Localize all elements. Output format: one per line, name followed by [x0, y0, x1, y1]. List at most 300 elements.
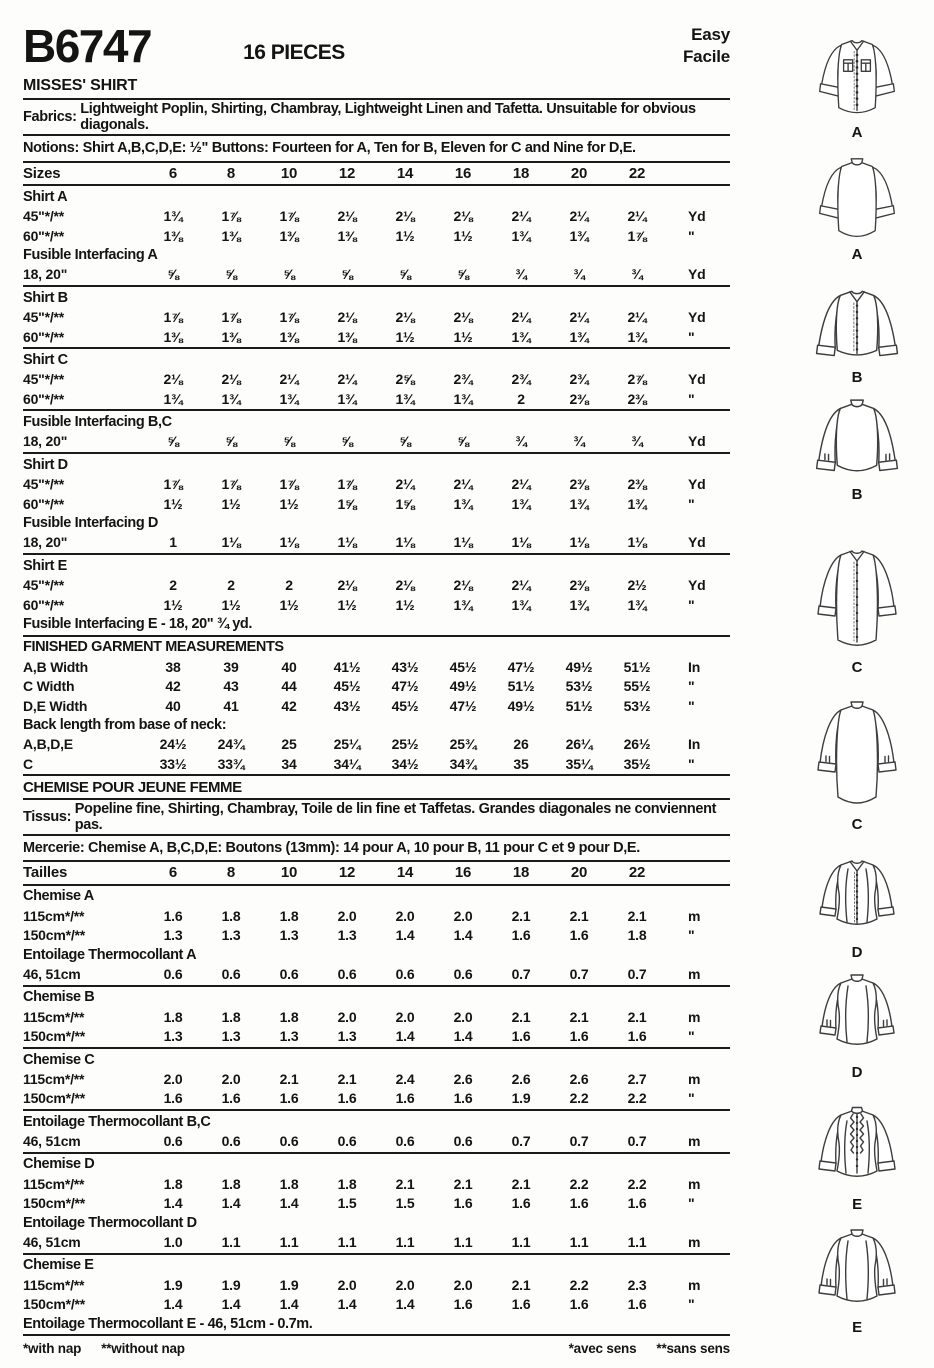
difficulty-en: Easy [691, 25, 730, 44]
row-value: 1.5 [395, 1195, 415, 1212]
table-row [23, 494, 730, 513]
row-value: 1.6 [453, 1296, 473, 1313]
row-value: 2.0 [337, 907, 357, 924]
row-value: ⅝ [341, 433, 353, 450]
row-value: 1¾ [163, 208, 183, 225]
table-row [23, 925, 730, 944]
row-value: 22 [628, 864, 646, 882]
row-value: 1.4 [453, 1028, 473, 1045]
figure-shirt-a-front [784, 33, 930, 141]
row-value: 1.8 [163, 1008, 183, 1025]
row-value: 1⅞ [221, 309, 241, 326]
row-value: 34¼ [333, 755, 361, 772]
row-value: 0.7 [627, 1133, 647, 1150]
row-value: 20 [570, 864, 588, 882]
row-value: 16 [454, 864, 472, 882]
row-unit: " [688, 755, 695, 772]
row-unit: Yd [688, 433, 706, 450]
row-unit: Yd [688, 309, 706, 326]
row-value: 1⅞ [221, 476, 241, 493]
table-row [23, 676, 730, 695]
row-value: 1.1 [395, 1234, 415, 1251]
row-label: 150cm*/** [23, 927, 86, 944]
table-note: Entoilage Thermocollant E - 46, 51cm - 0.7m. [23, 1315, 313, 1332]
row-value: 0.7 [569, 1133, 589, 1150]
row-value: 1⅞ [279, 208, 299, 225]
shirt-d-front-drawing [807, 853, 907, 943]
row-label: 150cm*/** [23, 1296, 86, 1313]
row-value: 0.6 [337, 1133, 357, 1150]
row-value: 18 [512, 864, 530, 882]
section-divider [23, 985, 730, 987]
row-value: 1½ [337, 596, 357, 613]
row-value: 1.4 [163, 1296, 183, 1313]
table-row [23, 1131, 730, 1150]
row-value: 2.2 [569, 1090, 589, 1107]
row-label: 115cm*/** [23, 1175, 85, 1192]
row-value: 1.6 [569, 1296, 589, 1313]
info-line [23, 837, 730, 860]
table-row [23, 265, 730, 284]
row-value: 44 [281, 678, 297, 695]
section-divider [23, 452, 730, 454]
figure-label: E [852, 1196, 862, 1213]
row-label: 150cm*/** [23, 1028, 86, 1045]
row-value: 1½ [453, 227, 473, 244]
row-label: D,E Width [23, 697, 88, 714]
row-label: 150cm*/** [23, 1195, 86, 1212]
row-value: 1½ [395, 227, 415, 244]
row-value: 51½ [623, 658, 651, 675]
row-value: 16 [454, 164, 472, 182]
pieces-count: 16 PIECES [243, 41, 345, 65]
table-row [23, 1089, 730, 1108]
shirt-e-front-drawing [807, 1103, 907, 1195]
row-value: 40 [281, 658, 297, 675]
row-value: 6 [168, 164, 178, 182]
row-value: 1.8 [627, 927, 647, 944]
row-value: 2½ [627, 577, 647, 594]
figure-shirt-b-back [784, 396, 930, 503]
row-value: ⅝ [457, 433, 469, 450]
table-row [23, 964, 730, 983]
row-value: 1.6 [569, 927, 589, 944]
row-unit: In [688, 736, 701, 753]
row-value: 55½ [623, 678, 651, 695]
section-heading: Entoilage Thermocollant B,C [23, 1113, 211, 1130]
table-row [23, 1007, 730, 1026]
section-heading: Chemise D [23, 1156, 95, 1173]
table-note: Back length from base of neck: [23, 716, 227, 733]
row-value: 1⅛ [279, 534, 299, 551]
difficulty-rating [683, 24, 730, 68]
row-label: 46, 51cm [23, 965, 81, 982]
row-value: 2¾ [511, 371, 531, 388]
row-value: 2.1 [627, 907, 647, 924]
row-value: 0.6 [279, 965, 299, 982]
row-value: 1.9 [221, 1276, 241, 1293]
section-divider [23, 285, 730, 287]
row-value: 1¾ [511, 227, 531, 244]
row-value: 1.1 [627, 1234, 647, 1251]
figure-label: E [852, 1319, 862, 1336]
row-value: 20 [570, 164, 588, 182]
difficulty-fr: Facile [683, 47, 730, 67]
row-value: 1¾ [569, 328, 589, 345]
row-unit: m [688, 1008, 701, 1025]
row-value: 12 [338, 864, 356, 882]
figure-label: C [851, 659, 863, 676]
info-text: Shirt A,B,C,D,E: ½" Buttons: Fourteen for A, Ten for B, Eleven for C and Nine for D,E. [82, 140, 636, 157]
table-row [23, 533, 730, 552]
row-value: 26 [513, 736, 529, 753]
row-value: 1 [169, 534, 177, 551]
row-value: 2¼ [627, 309, 647, 326]
row-value: 1⅞ [627, 227, 647, 244]
row-value: 2.0 [337, 1008, 357, 1025]
row-value: 1.8 [163, 1175, 183, 1192]
row-value: 2⅜ [627, 476, 647, 493]
row-value: 26¼ [565, 736, 593, 753]
row-value: ¾ [573, 266, 585, 283]
row-value: 1⅜ [163, 328, 183, 345]
row-value: 1.0 [163, 1234, 183, 1251]
row-value: 38 [165, 658, 181, 675]
row-value: 1.9 [511, 1090, 531, 1107]
row-value: 1.8 [279, 1175, 299, 1192]
section-heading: Chemise B [23, 989, 95, 1006]
row-value: ¾ [631, 266, 643, 283]
row-value: 0.6 [221, 965, 241, 982]
header-row [23, 14, 730, 72]
row-value: 2⅛ [337, 577, 357, 594]
row-value: 1¾ [569, 495, 589, 512]
section-divider [23, 774, 730, 776]
section-divider [23, 1253, 730, 1255]
info-line [23, 101, 730, 133]
row-unit: " [688, 678, 695, 695]
row-value: 2¼ [337, 371, 357, 388]
table-row [23, 595, 730, 614]
figure-label: C [851, 816, 863, 833]
footnote-fr [569, 1341, 730, 1356]
figure-shirt-d-front [784, 853, 930, 961]
section-divider [23, 635, 730, 637]
shirt-c-back-drawing [807, 698, 907, 815]
row-value: 49½ [507, 697, 535, 714]
row-value: ⅝ [167, 433, 179, 450]
row-value: 2.0 [337, 1276, 357, 1293]
row-value: 2.1 [279, 1070, 299, 1087]
row-value: 14 [396, 164, 414, 182]
row-value: 1.6 [511, 1296, 531, 1313]
row-value: 2⅛ [453, 208, 473, 225]
table-row [23, 1194, 730, 1213]
section-divider [23, 409, 730, 411]
row-value: 33¾ [217, 755, 245, 772]
row-value: 1.3 [163, 1028, 183, 1045]
pattern-number: B6747 [23, 19, 152, 72]
english-yardage-table [23, 98, 730, 776]
table-row [23, 906, 730, 925]
row-value: 1.6 [337, 1090, 357, 1107]
shirt-b-back-drawing [805, 396, 909, 485]
row-value: 2 [227, 577, 235, 594]
row-value: 2.6 [453, 1070, 473, 1087]
row-unit: m [688, 965, 701, 982]
row-value: 1.6 [279, 1090, 299, 1107]
footnote-without-nap: **without nap [101, 1341, 185, 1357]
row-unit: m [688, 907, 701, 924]
row-value: 2.1 [511, 1008, 531, 1025]
row-value: 1.1 [221, 1234, 241, 1251]
row-label: 45"*/** [23, 577, 65, 594]
row-value: 24½ [159, 736, 187, 753]
row-unit: m [688, 1133, 701, 1150]
row-value: 1.6 [511, 1028, 531, 1045]
footnote-sans-sens: **sans sens [656, 1341, 730, 1357]
row-value: 53½ [565, 678, 593, 695]
row-value: 1¾ [163, 390, 183, 407]
table-row [23, 370, 730, 389]
figure-shirt-e-front [784, 1103, 930, 1213]
row-value: 18 [512, 164, 530, 182]
row-value: 1⅜ [337, 328, 357, 345]
row-value: 1.5 [337, 1195, 357, 1212]
table-row [23, 696, 730, 715]
row-unit: m [688, 1276, 701, 1293]
section-divider [23, 884, 730, 886]
row-value: 0.7 [569, 965, 589, 982]
row-value: 2⅛ [163, 371, 183, 388]
row-value: 39 [223, 658, 239, 675]
row-value: 1.4 [395, 1296, 415, 1313]
row-label: 115cm*/** [23, 907, 85, 924]
row-value: 34½ [391, 755, 419, 772]
info-text: Popeline fine, Shirting, Chambray, Toile de lin fine et Taffetas. Grandes diagonales ne conviennent pas. [74, 800, 717, 833]
row-value: 1¾ [221, 390, 241, 407]
footnote-with-nap: *with nap [23, 1341, 82, 1357]
row-value: 1.6 [627, 1296, 647, 1313]
row-value: 1.1 [453, 1234, 473, 1251]
row-value: 2⅛ [395, 577, 415, 594]
row-value: 2.0 [453, 907, 473, 924]
shirt-c-front-drawing [807, 543, 907, 658]
row-label: 150cm*/** [23, 1090, 86, 1107]
row-value: 0.6 [395, 1133, 415, 1150]
table-row [23, 1295, 730, 1314]
row-value: 1¾ [453, 596, 473, 613]
row-value: 2¼ [511, 309, 531, 326]
figure-shirt-a-back [784, 155, 930, 263]
row-value: 2.2 [569, 1276, 589, 1293]
row-value: 35½ [623, 755, 651, 772]
row-unit: Yd [688, 534, 706, 551]
row-value: 2.1 [511, 1276, 531, 1293]
row-unit: m [688, 1070, 701, 1087]
row-value: 53½ [623, 697, 651, 714]
row-value: 1.1 [511, 1234, 531, 1251]
row-value: 45½ [333, 678, 361, 695]
row-value: 2.2 [627, 1175, 647, 1192]
row-unit: m [688, 1234, 701, 1251]
row-value: 41½ [333, 658, 361, 675]
row-value: 1⅞ [279, 309, 299, 326]
row-value: 2.1 [627, 1008, 647, 1025]
row-unit: m [688, 1175, 701, 1192]
row-value: 2¾ [453, 371, 473, 388]
info-line [23, 137, 730, 160]
garment-title: MISSES' SHIRT [23, 77, 138, 95]
row-value: 2.0 [221, 1070, 241, 1087]
table-row [23, 327, 730, 346]
row-label: 45"*/** [23, 208, 65, 225]
row-unit: Yd [688, 476, 706, 493]
row-value: 1¾ [627, 328, 647, 345]
table-row [23, 863, 730, 882]
row-label: 60"*/** [23, 390, 65, 407]
section-divider [23, 347, 730, 349]
info-label: Notions: [23, 140, 83, 157]
row-unit: " [688, 328, 695, 345]
row-value: 0.7 [627, 965, 647, 982]
row-unit: " [688, 495, 695, 512]
row-value: 1.4 [453, 927, 473, 944]
row-value: 1⅜ [279, 227, 299, 244]
row-value: ⅝ [225, 266, 237, 283]
table-row [23, 432, 730, 451]
row-value: 2.2 [627, 1090, 647, 1107]
row-value: 1.6 [569, 1028, 589, 1045]
row-value: 1¾ [279, 390, 299, 407]
row-value: 2¼ [511, 476, 531, 493]
row-value: 2⅛ [221, 371, 241, 388]
row-label: 60"*/** [23, 495, 65, 512]
table-row [23, 1026, 730, 1045]
footnote-row [23, 1341, 730, 1356]
row-value: 2.0 [395, 1008, 415, 1025]
row-value: 1.6 [511, 927, 531, 944]
section-divider [23, 798, 730, 800]
row-value: ⅝ [283, 266, 295, 283]
row-value: 1¾ [511, 328, 531, 345]
row-unit: " [688, 596, 695, 613]
section-divider [23, 553, 730, 555]
section-divider [23, 860, 730, 862]
row-value: 25¾ [449, 736, 477, 753]
row-value: 1.6 [395, 1090, 415, 1107]
row-value: 0.6 [163, 965, 183, 982]
row-value: 25¼ [333, 736, 361, 753]
row-value: 1.6 [511, 1195, 531, 1212]
table-row [23, 735, 730, 754]
section-heading: Shirt D [23, 456, 68, 473]
row-value: 1.8 [221, 1175, 241, 1192]
row-value: 0.6 [279, 1133, 299, 1150]
row-value: 2.6 [511, 1070, 531, 1087]
row-label: 46, 51cm [23, 1133, 81, 1150]
row-value: 26½ [623, 736, 651, 753]
row-value: 35¼ [565, 755, 593, 772]
table-row [23, 164, 730, 183]
row-value: 1.4 [163, 1195, 183, 1212]
row-value: 1½ [221, 596, 241, 613]
row-unit: Yd [688, 371, 706, 388]
row-unit: Yd [688, 208, 706, 225]
row-value: 1.8 [279, 1008, 299, 1025]
row-value: 2.7 [627, 1070, 647, 1087]
shirt-b-front-drawing [805, 283, 909, 368]
row-value: 2⅞ [627, 371, 647, 388]
row-value: 2.1 [511, 1175, 531, 1192]
row-value: 1.8 [279, 907, 299, 924]
figure-shirt-d-back [784, 971, 930, 1081]
row-label: 60"*/** [23, 596, 65, 613]
row-value: 33½ [159, 755, 187, 772]
row-value: 1½ [279, 495, 299, 512]
row-value: 0.7 [511, 1133, 531, 1150]
row-unit: In [688, 658, 701, 675]
row-value: 51½ [507, 678, 535, 695]
row-value: 25½ [391, 736, 419, 753]
shirt-a-front-drawing [809, 33, 905, 123]
row-value: 1.4 [221, 1296, 241, 1313]
table-row [23, 1174, 730, 1193]
row-value: 8 [226, 864, 236, 882]
row-value: 1.3 [163, 927, 183, 944]
row-value: 2 [169, 577, 177, 594]
row-value: 1¾ [627, 596, 647, 613]
row-label: Sizes [23, 164, 61, 182]
row-label: 46, 51cm [23, 1234, 81, 1251]
info-label: Tissus: [23, 808, 75, 825]
section-divider [23, 834, 730, 836]
row-value: 1⅛ [395, 534, 415, 551]
section-heading: FINISHED GARMENT MEASUREMENTS [23, 639, 284, 656]
row-value: 2.0 [453, 1008, 473, 1025]
row-value: 1½ [163, 495, 183, 512]
row-value: 1.6 [453, 1195, 473, 1212]
info-text: Lightweight Poplin, Shirting, Chambray, Lightweight Linen and Tafetta. Unsuitable for obvious diagonals. [80, 101, 696, 134]
row-value: ⅝ [399, 266, 411, 283]
row-value: 2¼ [511, 577, 531, 594]
row-value: 1.8 [221, 907, 241, 924]
section-heading: Chemise A [23, 888, 94, 905]
row-value: 2¼ [511, 208, 531, 225]
row-value: 2.2 [569, 1175, 589, 1192]
row-unit: " [688, 1195, 695, 1212]
table-row [23, 206, 730, 225]
row-label: 18, 20" [23, 266, 68, 283]
table-note: Fusible Interfacing E - 18, 20" ¾ yd. [23, 615, 252, 632]
section-heading: Chemise C [23, 1051, 95, 1068]
row-label: C [23, 755, 33, 772]
row-unit: " [688, 227, 695, 244]
row-value: 1.9 [279, 1276, 299, 1293]
row-value: 24¾ [217, 736, 245, 753]
row-value: 1⅛ [337, 534, 357, 551]
section-heading: Fusible Interfacing B,C [23, 414, 172, 431]
figure-shirt-c-back [784, 698, 930, 833]
row-value: 49½ [565, 658, 593, 675]
row-label: 60"*/** [23, 328, 65, 345]
row-value: 0.6 [163, 1133, 183, 1150]
row-value: 1¾ [627, 495, 647, 512]
row-value: 2⅝ [395, 371, 415, 388]
french-yardage-table [23, 777, 730, 1336]
row-value: 1½ [221, 495, 241, 512]
row-value: 40 [165, 697, 181, 714]
